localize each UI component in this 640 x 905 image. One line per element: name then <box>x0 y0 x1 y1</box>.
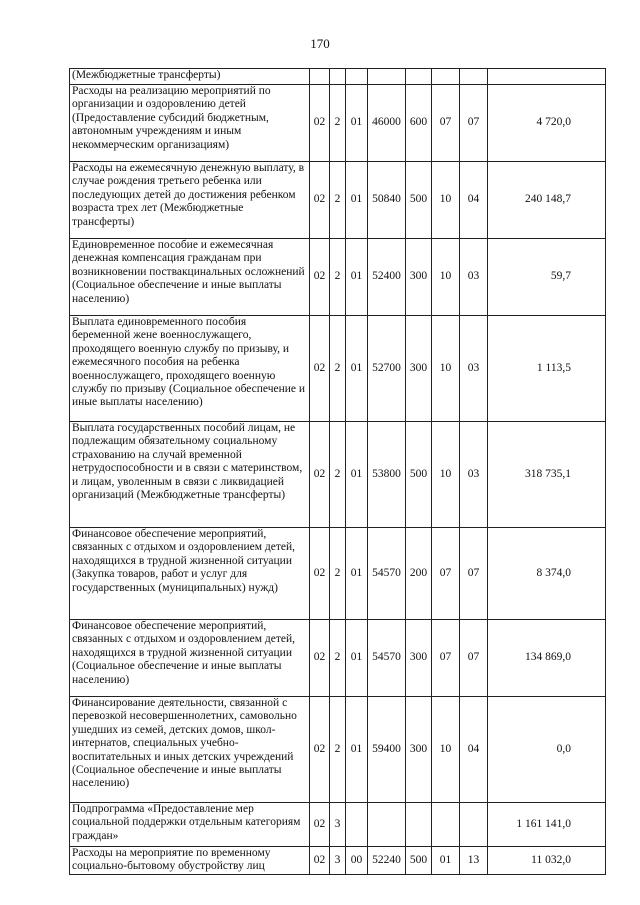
code-subsection: 07 <box>460 85 488 162</box>
code-expense-type: 300 <box>406 316 432 422</box>
row-description: Финансирование деятельности, связанной с перевозкой несовершеннолетних, самовольно ушедших из семей, детских домов, школ-интернатов, специальных учебно-воспитательных и иных детских учреждений (Социальное обеспечение и иные выплаты населению) <box>70 697 310 803</box>
code-direction: 59400 <box>368 697 406 803</box>
table-row <box>70 316 606 422</box>
code-subprogram: 3 <box>330 847 346 875</box>
code-event: 01 <box>346 162 368 239</box>
code-subsection: 03 <box>460 422 488 528</box>
code-direction <box>368 803 406 847</box>
code-direction: 54570 <box>368 528 406 620</box>
code-program: 02 <box>310 803 330 847</box>
code-subsection <box>460 69 488 85</box>
code-subprogram: 2 <box>330 528 346 620</box>
code-expense-type: 500 <box>406 422 432 528</box>
table-row <box>70 69 606 85</box>
code-event <box>346 69 368 85</box>
code-event: 01 <box>346 422 368 528</box>
code-subprogram: 2 <box>330 316 346 422</box>
row-amount: 0,0 <box>488 697 606 803</box>
row-description: Единовременное пособие и ежемесячная денежная компенсация гражданам при возникновении поствакцинальных осложнений (Социальное обеспечение и иные выплаты населению) <box>70 239 310 316</box>
code-direction: 46000 <box>368 85 406 162</box>
code-program <box>310 69 330 85</box>
row-description: Расходы на реализацию мероприятий по организации и оздоровлению детей (Предоставление субсидий бюджетным, автономным учреждениям и иным некоммерческим организациям) <box>70 85 310 162</box>
code-event: 01 <box>346 528 368 620</box>
code-direction: 50840 <box>368 162 406 239</box>
table-body <box>70 69 606 875</box>
code-subsection: 03 <box>460 316 488 422</box>
code-section <box>432 803 460 847</box>
row-description: Подпрограмма «Предоставление мер социальной поддержки отдельным категориям граждан» <box>70 803 310 847</box>
code-subprogram: 2 <box>330 697 346 803</box>
table-row <box>70 697 606 803</box>
code-event: 00 <box>346 847 368 875</box>
code-direction: 52400 <box>368 239 406 316</box>
row-description: Финансовое обеспечение мероприятий, связанных с отдыхом и оздоровлением детей, находящихся в трудной жизненной ситуации (Закупка товаров, работ и услуг для государственных (муниципальных) нужд) <box>70 528 310 620</box>
code-section: 10 <box>432 697 460 803</box>
row-amount: 134 869,0 <box>488 620 606 697</box>
code-direction: 54570 <box>368 620 406 697</box>
code-expense-type <box>406 69 432 85</box>
code-program: 02 <box>310 847 330 875</box>
code-section <box>432 69 460 85</box>
table-row <box>70 847 606 875</box>
row-description: Выплата единовременного пособия беременной жене военнослужащего, проходящего военную службу по призыву, и ежемесячного пособия на ребенка военнослужащего, проходящего военную службу по призыву (Социальное обеспечение и иные выплаты населению) <box>70 316 310 422</box>
row-amount: 1 113,5 <box>488 316 606 422</box>
code-program: 02 <box>310 528 330 620</box>
row-amount: 59,7 <box>488 239 606 316</box>
code-section: 07 <box>432 528 460 620</box>
code-expense-type: 300 <box>406 620 432 697</box>
row-amount: 4 720,0 <box>488 85 606 162</box>
row-amount: 240 148,7 <box>488 162 606 239</box>
code-expense-type: 200 <box>406 528 432 620</box>
code-subsection <box>460 803 488 847</box>
code-subsection: 04 <box>460 162 488 239</box>
row-amount <box>488 69 606 85</box>
code-event: 01 <box>346 697 368 803</box>
code-subsection: 03 <box>460 239 488 316</box>
code-section: 10 <box>432 422 460 528</box>
code-event: 01 <box>346 85 368 162</box>
code-program: 02 <box>310 697 330 803</box>
row-amount: 318 735,1 <box>488 422 606 528</box>
code-expense-type: 500 <box>406 847 432 875</box>
table-row <box>70 422 606 528</box>
code-direction: 52700 <box>368 316 406 422</box>
code-program: 02 <box>310 162 330 239</box>
row-amount: 8 374,0 <box>488 528 606 620</box>
code-section: 07 <box>432 85 460 162</box>
table-row <box>70 239 606 316</box>
code-direction: 53800 <box>368 422 406 528</box>
code-subsection: 07 <box>460 528 488 620</box>
code-event: 01 <box>346 316 368 422</box>
code-expense-type: 600 <box>406 85 432 162</box>
code-section: 10 <box>432 162 460 239</box>
code-subprogram: 2 <box>330 85 346 162</box>
row-amount: 11 032,0 <box>488 847 606 875</box>
code-subprogram: 2 <box>330 239 346 316</box>
table-row <box>70 803 606 847</box>
code-section: 07 <box>432 620 460 697</box>
code-subsection: 04 <box>460 697 488 803</box>
code-subprogram: 2 <box>330 422 346 528</box>
code-event: 01 <box>346 239 368 316</box>
row-description: Расходы на мероприятие по временному социально-бытовому обустройству лиц <box>70 847 310 875</box>
row-description: Выплата государственных пособий лицам, не подлежащим обязательному социальному страхованию на случай временной нетрудоспособности и в связи с материнством, и лицам, уволенным в связи с ликвидацией организаций (Межбюджетные трансферты) <box>70 422 310 528</box>
table-row <box>70 620 606 697</box>
code-subprogram: 2 <box>330 162 346 239</box>
code-program: 02 <box>310 422 330 528</box>
code-program: 02 <box>310 620 330 697</box>
row-description: (Межбюджетные трансферты) <box>70 69 310 85</box>
code-section: 10 <box>432 239 460 316</box>
code-expense-type: 300 <box>406 239 432 316</box>
table-row <box>70 528 606 620</box>
code-direction <box>368 69 406 85</box>
code-subsection: 13 <box>460 847 488 875</box>
row-description: Расходы на ежемесячную денежную выплату, в случае рождения третьего ребенка или последующих детей до достижения ребенком возраста трех лет (Межбюджетные трансферты) <box>70 162 310 239</box>
code-program: 02 <box>310 85 330 162</box>
table-row <box>70 85 606 162</box>
code-expense-type: 500 <box>406 162 432 239</box>
row-amount: 1 161 141,0 <box>488 803 606 847</box>
code-program: 02 <box>310 316 330 422</box>
code-direction: 52240 <box>368 847 406 875</box>
code-subprogram <box>330 69 346 85</box>
page-number: 170 <box>310 36 330 51</box>
code-subprogram: 3 <box>330 803 346 847</box>
table-row <box>70 162 606 239</box>
code-expense-type <box>406 803 432 847</box>
row-description: Финансовое обеспечение мероприятий, связанных с отдыхом и оздоровлением детей, находящихся в трудной жизненной ситуации (Социальное обеспечение и иные выплаты населению) <box>70 620 310 697</box>
code-event <box>346 803 368 847</box>
code-subsection: 07 <box>460 620 488 697</box>
budget-table <box>69 68 606 875</box>
code-section: 10 <box>432 316 460 422</box>
code-expense-type: 300 <box>406 697 432 803</box>
code-event: 01 <box>346 620 368 697</box>
code-subprogram: 2 <box>330 620 346 697</box>
code-section: 01 <box>432 847 460 875</box>
code-program: 02 <box>310 239 330 316</box>
